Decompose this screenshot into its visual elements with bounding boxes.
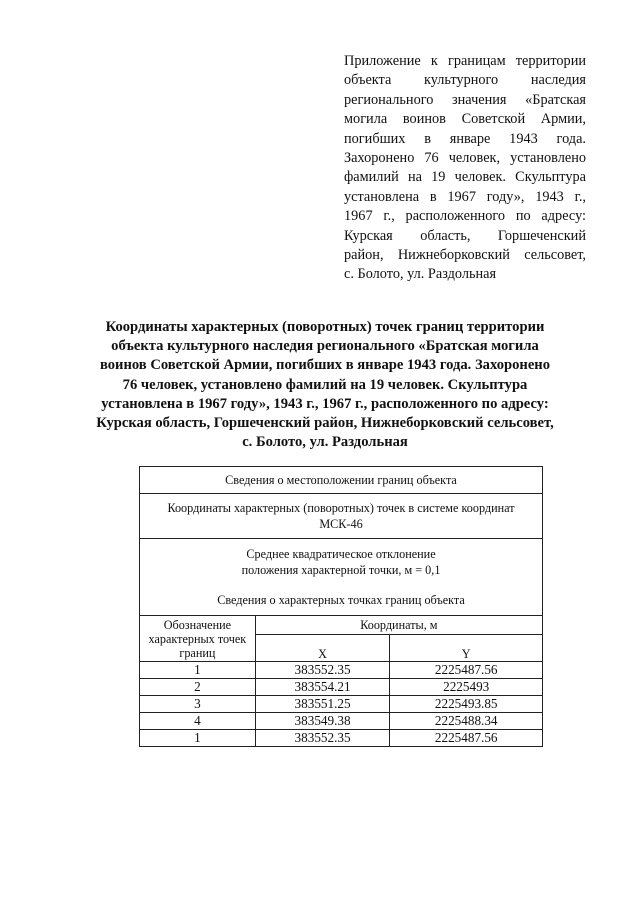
- y-header: Y: [390, 635, 543, 662]
- deviation-value: положения характерной точки, м = 0,1: [241, 563, 441, 577]
- y-value: 2225487.56: [390, 730, 543, 747]
- accuracy-cell: [140, 539, 543, 616]
- x-value: 383549.38: [255, 713, 390, 730]
- point-id: 4: [140, 713, 256, 730]
- appendix-line: могила воинов Советской Армии,: [344, 111, 586, 128]
- table-row: [140, 662, 543, 679]
- designation-header-line: Обозначение: [163, 617, 232, 632]
- points-info-header: Сведения о характерных точках границ объекта: [217, 593, 465, 607]
- table-row: [140, 696, 543, 713]
- y-value: 2225493.85: [390, 696, 543, 713]
- x-value: 383551.25: [255, 696, 390, 713]
- point-id: 1: [140, 662, 256, 679]
- coordinate-system-cell: [140, 494, 543, 539]
- appendix-line: объекта культурного наследия: [344, 72, 586, 89]
- appendix-line: Захоронено 76 человек, установлено: [344, 150, 586, 167]
- title-line: с. Болото, ул. Раздольная: [242, 434, 408, 451]
- appendix-line: район, Нижнеборковский сельсовет,: [344, 247, 586, 264]
- coordinates-header: Координаты, м: [255, 616, 542, 635]
- y-value: 2225487.56: [390, 662, 543, 679]
- table-row: [140, 713, 543, 730]
- coordinate-system-line: Координаты характерных (поворотных) точек в системе координат: [167, 501, 515, 515]
- x-value: 383554.21: [255, 679, 390, 696]
- title-line: 76 человек, установлено фамилий на 19 человек. Скульптура: [122, 376, 528, 393]
- designation-header: [140, 616, 256, 662]
- title-line: Курская область, Горшеченский район, Нижнеборковский сельсовет,: [96, 415, 554, 432]
- x-value: 383552.35: [255, 730, 390, 747]
- appendix-line: Приложение к границам территории: [344, 53, 586, 69]
- coordinates-table: [139, 466, 543, 747]
- appendix-note: [344, 52, 586, 285]
- table-row: [140, 679, 543, 696]
- coordinate-system-name: МСК-46: [319, 517, 363, 531]
- x-value: 383552.35: [255, 662, 390, 679]
- location-header: Сведения о местоположении границ объекта: [140, 467, 543, 494]
- appendix-line: с. Болото, ул. Раздольная: [344, 266, 497, 283]
- title-line: Координаты характерных (поворотных) точек границ территории: [105, 319, 545, 335]
- appendix-line: фамилий на 19 человек. Скульптура: [344, 169, 586, 186]
- appendix-line: установлена в 1967 году», 1943 г.,: [344, 188, 586, 205]
- appendix-line: Курская область, Горшеченский: [344, 227, 586, 244]
- appendix-line: 1967 г., расположенного по адресу:: [344, 208, 586, 225]
- point-id: 3: [140, 696, 256, 713]
- table-row: [140, 730, 543, 747]
- y-value: 2225488.34: [390, 713, 543, 730]
- title-line: объекта культурного наследия регионального «Братская могила: [111, 338, 539, 355]
- appendix-line: регионального значения «Братская: [344, 91, 586, 108]
- point-id: 1: [140, 730, 256, 747]
- title-line: установлена в 1967 году», 1943 г., 1967 г., расположенного по адресу:: [101, 395, 549, 412]
- point-id: 2: [140, 679, 256, 696]
- y-value: 2225493: [390, 679, 543, 696]
- designation-header-line: характерных точек: [148, 631, 247, 646]
- appendix-line: погибших в январе 1943 года.: [344, 130, 586, 147]
- title-line: воинов Советской Армии, погибших в январе 1943 года. Захоронено: [99, 357, 551, 374]
- x-header: X: [255, 635, 390, 662]
- designation-header-line: границ: [179, 645, 216, 660]
- document-title: [86, 318, 564, 452]
- deviation-line: Среднее квадратическое отклонение: [246, 547, 436, 561]
